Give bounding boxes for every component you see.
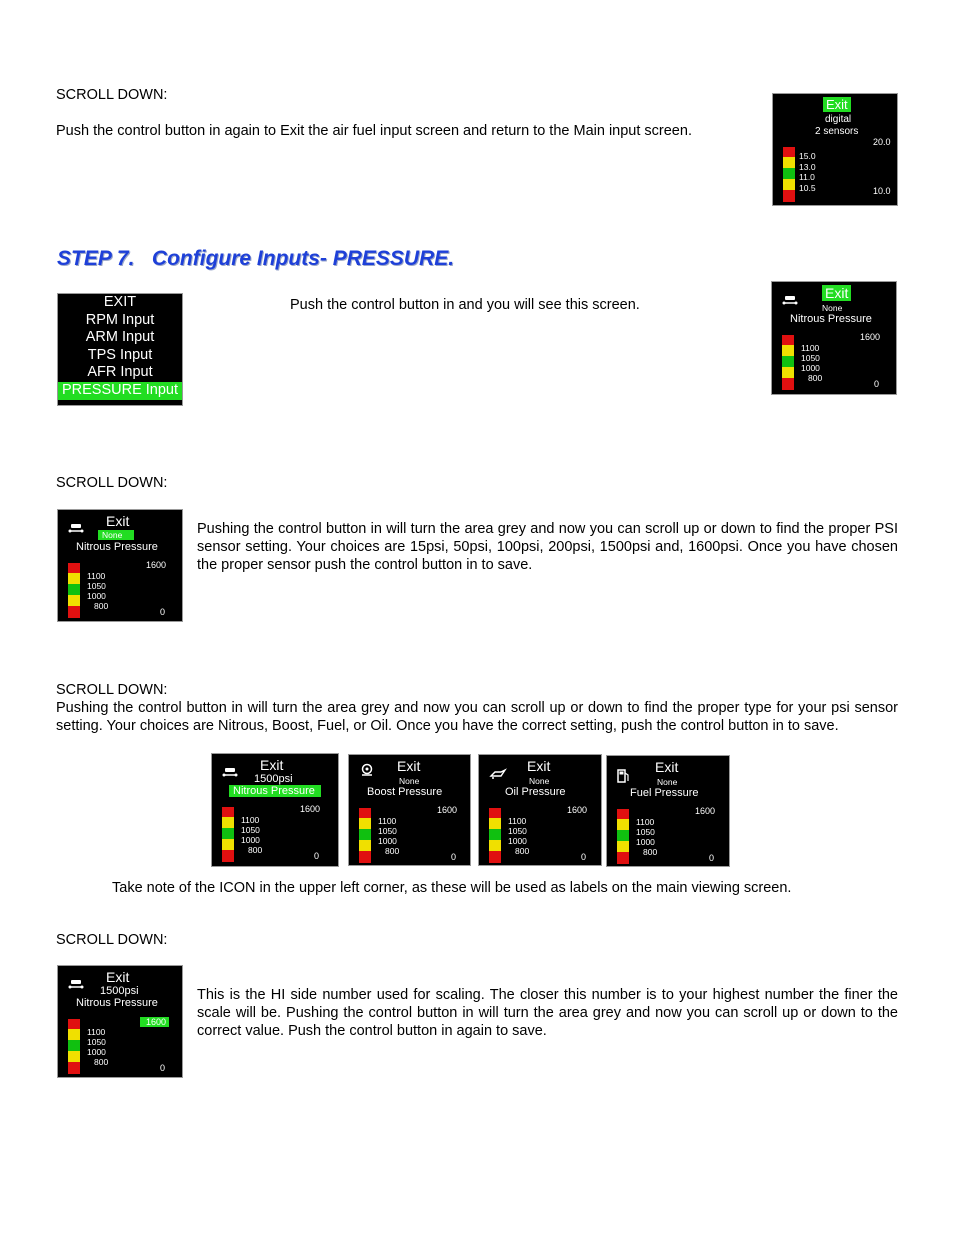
pressure-screen: [211, 753, 339, 867]
tick: 1100: [87, 1027, 106, 1037]
tick: 1100: [801, 343, 820, 353]
psi-label: 1500psi: [254, 773, 293, 785]
exit-label: Exit: [823, 97, 851, 112]
none-label: None: [822, 303, 843, 313]
lo-value: 0: [314, 851, 320, 861]
tick: 1050: [87, 1037, 106, 1047]
gauge-bar: [489, 851, 501, 863]
gauge-bar: [489, 829, 501, 840]
exit-label: Exit: [106, 969, 130, 985]
gauge-bar: [359, 829, 371, 840]
type-label: Nitrous Pressure: [229, 785, 321, 797]
paragraph-hi-scaling: This is the HI side number used for scaling. The closer this number is to your highest number the finer the scale will be. Pushing the control button in will turn the area grey and now you can scroll up or down to the correct value. Push the control button in again to save.: [197, 987, 898, 1039]
gauge-bar: [782, 378, 794, 390]
tick: 1000: [801, 363, 820, 373]
scroll-down-label: SCROLL DOWN:: [56, 475, 168, 491]
tick: 1000: [508, 836, 527, 846]
tick: 1050: [636, 827, 655, 837]
menu-item-rpm: RPM Input: [85, 311, 155, 328]
gauge-bar: [68, 573, 80, 584]
gauge-bar: [489, 840, 501, 851]
hi-value: 1600: [300, 804, 321, 814]
input-menu: [57, 293, 183, 406]
tick: 800: [248, 845, 263, 855]
bar-green: [783, 168, 795, 179]
gauge-bar: [222, 850, 234, 862]
gauge-bar: [68, 584, 80, 595]
type-label: Boost Pressure: [367, 786, 443, 798]
menu-item-pressure: PRESSURE Input: [58, 382, 182, 400]
paragraph-psi-setting: Pushing the control button in will turn the area grey and now you can scroll up or down to find the proper PSI sensor setting. Your choices are 15psi, 50psi, 100psi, 200psi, 1500psi and, 1600psi. Once you have chosen the proper sensor push the control button in to save.: [197, 521, 898, 573]
lo-value: 0: [709, 853, 715, 863]
scroll-down-label: SCROLL DOWN:: [56, 682, 168, 698]
gauge-bar: [489, 808, 501, 818]
gauge-bar: [359, 818, 371, 829]
tick: 1100: [378, 816, 397, 826]
pressure-screen: [348, 754, 471, 866]
none-label: None: [529, 776, 550, 786]
hi-value: 1600: [860, 332, 881, 342]
lo-value: 10.0: [873, 186, 891, 196]
tick: 1000: [378, 836, 397, 846]
tick: 1100: [241, 815, 260, 825]
nitrous-icon: [222, 766, 238, 784]
fuel-icon: [617, 768, 629, 789]
bar-red-bottom: [783, 190, 795, 202]
gauge-bar: [68, 1029, 80, 1040]
gauge-bar: [782, 356, 794, 367]
paragraph-icon-note: Take note of the ICON in the upper left corner, as these will be used as labels on the main viewing screen.: [112, 880, 792, 896]
lo-value: 0: [160, 1063, 166, 1073]
tick: 1000: [241, 835, 260, 845]
hi-value: 1600: [146, 560, 167, 570]
gauge-bar: [617, 809, 629, 819]
oil-icon: [489, 767, 507, 785]
tick: 1050: [801, 353, 820, 363]
hi-value: 1600: [567, 805, 588, 815]
lo-value: 0: [581, 852, 587, 862]
tick: 1100: [508, 816, 527, 826]
tick: 800: [385, 846, 400, 856]
mode-label: digital: [825, 114, 852, 125]
gauge-bar: [68, 563, 80, 573]
paragraph-type-setting: Pushing the control button in will turn the area grey and now you can scroll up or down to find the proper type for your psi sensor setting. Your choices are Nitrous, Boost, Fuel, or Oil. Once you have the correct setting, push the control button in to save.: [56, 700, 898, 734]
type-label: Oil Pressure: [505, 786, 566, 798]
gauge-bar: [359, 808, 371, 818]
gauge-bar: [782, 335, 794, 345]
hi-value: 20.0: [873, 137, 891, 147]
tick: 1050: [378, 826, 397, 836]
type-label: Fuel Pressure: [630, 787, 699, 799]
bar-red-top: [783, 147, 795, 157]
pressure-screen: [771, 281, 897, 395]
tick: 15.0: [799, 151, 816, 161]
gauge-bar: [222, 828, 234, 839]
gauge-bar: [68, 1051, 80, 1062]
none-label: None: [399, 776, 420, 786]
gauge-bar: [489, 818, 501, 829]
exit-label: Exit: [822, 285, 851, 301]
tick: 1000: [87, 1047, 106, 1057]
type-label: Nitrous Pressure: [790, 313, 872, 325]
hi-value: 1600: [695, 806, 716, 816]
paragraph-exit-afr: Push the control button in again to Exit the air fuel input screen and return to the Main input screen.: [56, 123, 692, 139]
afr-screen: [772, 93, 898, 206]
nitrous-icon: [782, 294, 798, 312]
menu-item-tps: TPS Input: [87, 346, 153, 363]
gauge-bar: [222, 839, 234, 850]
bar-yellow: [783, 157, 795, 168]
menu-item-exit: EXIT: [103, 294, 137, 310]
exit-label: Exit: [260, 757, 284, 773]
menu-item-arm: ARM Input: [85, 329, 155, 346]
pressure-screen: [606, 755, 730, 867]
gauge-bar: [222, 807, 234, 817]
nitrous-icon: [68, 522, 84, 540]
type-label: Nitrous Pressure: [76, 541, 158, 553]
paragraph-see-screen: Push the control button in and you will see this screen.: [290, 297, 640, 313]
tick: 1050: [87, 581, 106, 591]
gauge-bar: [617, 830, 629, 841]
tick: 800: [643, 847, 658, 857]
tick: 800: [94, 601, 109, 611]
gauge-bar: [617, 841, 629, 852]
tick: 1100: [636, 817, 655, 827]
pressure-screen: [57, 965, 183, 1078]
menu-item-afr: AFR Input: [87, 364, 153, 381]
boost-icon: [359, 763, 375, 782]
sensors-label: 2 sensors: [815, 126, 859, 137]
step-heading: STEP 7. Configure Inputs- PRESSURE.: [57, 247, 455, 270]
gauge-bar: [222, 817, 234, 828]
tick: 800: [515, 846, 530, 856]
lo-value: 0: [451, 852, 457, 862]
gauge-bar: [68, 595, 80, 606]
lo-value: 0: [160, 607, 166, 617]
gauge-bar: [68, 1019, 80, 1029]
none-label: None: [98, 530, 134, 540]
gauge-bar: [617, 852, 629, 864]
exit-label: Exit: [655, 759, 679, 775]
lo-value: 0: [874, 379, 880, 389]
type-label: Nitrous Pressure: [76, 997, 158, 1009]
tick: 800: [808, 373, 823, 383]
exit-label: Exit: [397, 758, 421, 774]
scroll-down-label: SCROLL DOWN:: [56, 87, 168, 103]
gauge-bar: [782, 367, 794, 378]
tick: 1050: [508, 826, 527, 836]
tick: 13.0: [799, 162, 816, 172]
gauge-bar: [359, 851, 371, 863]
tick: 1050: [241, 825, 260, 835]
gauge-bar: [68, 1040, 80, 1051]
tick: 800: [94, 1057, 109, 1067]
exit-label: Exit: [106, 513, 130, 529]
tick: 1100: [87, 571, 106, 581]
pressure-screen: [57, 509, 183, 622]
pressure-screen: [478, 754, 602, 866]
exit-label: Exit: [527, 758, 551, 774]
gauge-bar: [782, 345, 794, 356]
tick: 11.0: [799, 172, 815, 182]
hi-value: 1600: [437, 805, 458, 815]
tick: 1000: [87, 591, 106, 601]
gauge-bar: [617, 819, 629, 830]
scroll-down-label: SCROLL DOWN:: [56, 932, 168, 948]
gauge-bar: [359, 840, 371, 851]
bar-yellow: [783, 179, 795, 190]
gauge-bar: [68, 1062, 80, 1074]
hi-value: 1600: [140, 1017, 169, 1027]
none-label: None: [657, 777, 678, 787]
tick: 10.5: [799, 183, 816, 193]
psi-label: 1500psi: [100, 985, 139, 997]
nitrous-icon: [68, 978, 84, 996]
tick: 1000: [636, 837, 655, 847]
gauge-bar: [68, 606, 80, 618]
